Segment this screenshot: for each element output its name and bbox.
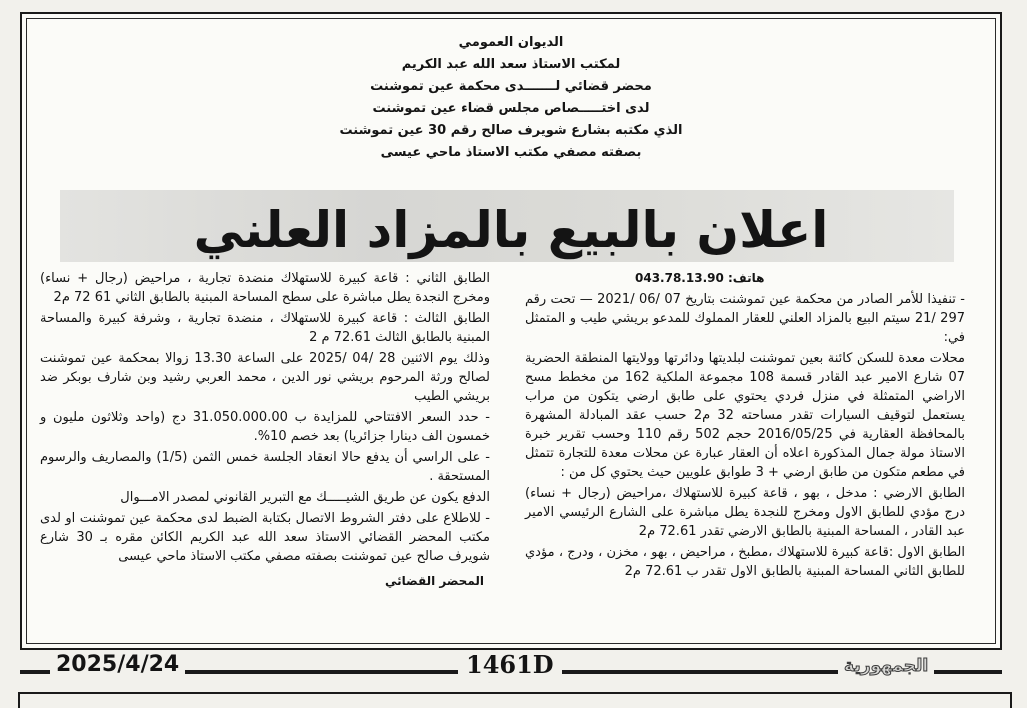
left-paragraph-5: - على الراسي أن يدفع حالا انعقاد الجلسة خمس الثمن (1/5) والمصاريف والرسوم المستحقة . xyxy=(40,450,490,484)
next-notice-border xyxy=(18,692,1012,708)
signature: المحضر القضائي xyxy=(384,574,484,588)
issue-number: 1461D xyxy=(458,650,562,679)
left-paragraph-7: - للاطلاع على دفتر الشروط الاتصال بكتابة الضبط لدى محكمة عين تموشنت او لدى مكتب المحضر القضائي الاستاذ سعد الله عبد الكريم الكائن مقره بـ 30 شارع شويرف صالح عين تموشنت بصفته مصفي مكتب الاستاذ ماحي عيسى xyxy=(40,511,490,564)
header-line-4: لدى اختـــــصاص مجلس قضاء عين تموشنت xyxy=(372,101,650,116)
left-paragraph-3: وذلك يوم الاثنين 28 /04 /2025 على الساعة 13.30 زوالا بمحكمة عين تموشنت لصالح ورثة المرحوم بريشي نور الدين ، محمد العربي رشيد وبن شارف بوبكر ضد بريشي الطيب xyxy=(40,351,491,404)
header-line-2: لمكتب الاستاذ سعد الله عبد الكريم xyxy=(401,57,621,72)
left-paragraph-1: الطابق الثاني : قاعة كبيرة للاستهلاك منضدة تجارية ، مراحيض (رجال + نساء) ومخرج النجدة يطل مباشرة على سطح المساحة المبنية بالطابق الثاني 61 72 م2 xyxy=(40,271,490,305)
right-paragraph-3: الطابق الارضي : مدخل ، بهو ، قاعة كبيرة للاستهلاك ،مراحيض (رجال + نساء) درج مؤدي للطابق الاول ومخرج للنجدة يطل مباشرة على الشارع الرئيسي الامير عبد القادر ، المساحة المبنية بالطابق الارضي تقدر 72.61 م2 xyxy=(525,486,965,539)
publication-date: 2025/4/24 xyxy=(50,652,185,677)
header-line-1: الديوان العمومي xyxy=(458,35,564,50)
notice-header xyxy=(22,32,1000,164)
legal-notice xyxy=(20,12,1002,650)
left-column xyxy=(40,269,490,591)
newspaper-logo: الجمهورية xyxy=(838,656,934,676)
notice-title: اعلان بالبيع بالمزاد العلني xyxy=(193,201,829,259)
right-paragraph-1: - تنفيذا للأمر الصادر من محكمة عين تموشنت بتاريخ 07 /06 /2021 — تحت رقم 297 /21 سيتم البيع بالمزاد العلني للعقار المملوك للمدعو بريشي طيب و المتمثل في: xyxy=(525,292,965,345)
left-paragraph-2: الطابق الثالث : قاعة كبيرة للاستهلاك ، منضدة تجارية ، وشرفة كبيرة والمساحة المبنية بالطابق الثالث 72.61 م 2 xyxy=(40,311,490,345)
header-line-3: محضر قضائي لـــــــدى محكمة عين تموشنت xyxy=(370,79,652,94)
right-column xyxy=(525,269,965,583)
left-paragraph-6: الدفع يكون عن طريق الشيـــــك مع التبرير القانوني لمصدر الامـــوال xyxy=(120,490,490,505)
header-line-6: بصفته مصفي مكتب الاستاذ ماحي عيسى xyxy=(380,145,642,160)
phone-number: هاتف: 043.78.13.90 xyxy=(635,271,765,285)
header-line-5: الذي مكتبه بشارع شويرف صالح رقم 30 عين تموشنت xyxy=(339,123,683,138)
page-footer xyxy=(20,650,1002,688)
left-paragraph-4: - حدد السعر الافتتاحي للمزايدة ب 31.050.000.00 دج (واحد وثلاثون مليون و خمسون الف دينارا جزائريا) بعد خصم 10%. xyxy=(40,410,490,444)
right-paragraph-4: الطابق الاول :قاعة كبيرة للاستهلاك ،مطبخ ، مراحيض ، بهو ، مخزن ، ودرج ، مؤدي للطابق الثاني المساحة المبنية بالطابق الاول تقدر ب 72.61 م2 xyxy=(525,545,965,579)
right-paragraph-2: محلات معدة للسكن كائنة بعين تموشنت لبلديتها ودائرتها وولايتها المنطقة الحضرية 07 شارع الامير عبد القادر قسمة 108 مجموعة الملكية 162 من مخطط مسح الاراضي المتمثلة في منزل فردي يحتوي على طابق ارضي يتكون من مراب يستعمل لتوقيف السيارات تقدر مساحته 32 م2 حسب عقد المبادلة المشهرة بالمحافظة العقارية في 2016/05/25 حجم 502 رقم 110 وحسب تقرير خبرة الاستاذ مولة جمال المذكورة اعلاه أن العقار عبارة عن محلات معدة للتجارة تتمثل في مطعم متكون من طابق ارضي + 3 طوابق علويين حيث يحتوي كل من : xyxy=(525,351,965,480)
